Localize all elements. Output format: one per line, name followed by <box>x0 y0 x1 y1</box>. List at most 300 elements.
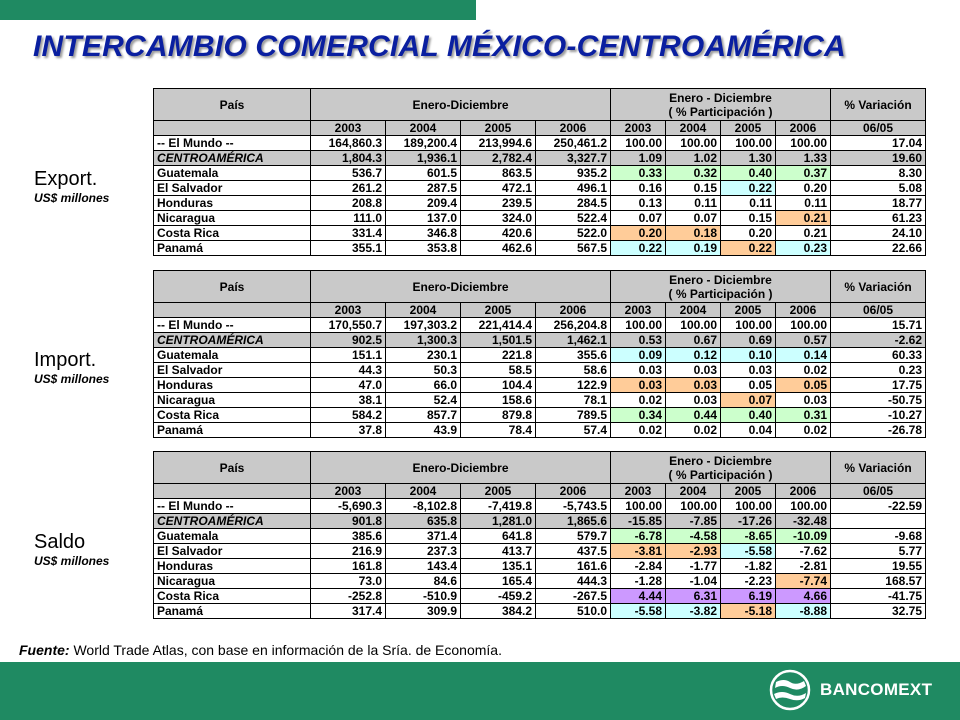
import-label-block <box>34 349 109 387</box>
table-row <box>154 514 926 529</box>
value-cell: 161.8 <box>311 559 386 574</box>
table-row <box>154 348 926 363</box>
header-pais: País <box>154 271 311 303</box>
value-cell: 209.4 <box>386 196 461 211</box>
table-row <box>154 559 926 574</box>
value-cell: 158.6 <box>461 393 536 408</box>
share-cell: 0.04 <box>721 423 776 438</box>
share-cell: 0.20 <box>776 181 831 196</box>
share-cell: 0.11 <box>721 196 776 211</box>
share-cell: 0.03 <box>611 363 666 378</box>
header-year: 2006 <box>536 121 611 136</box>
header-year: 2003 <box>611 121 666 136</box>
country-cell: Panamá <box>154 604 311 619</box>
value-cell: 37.8 <box>311 423 386 438</box>
variation-cell: -26.78 <box>831 423 926 438</box>
value-cell: 1,300.3 <box>386 333 461 348</box>
saldo-unit: US$ millones <box>34 554 110 568</box>
value-cell: 635.8 <box>386 514 461 529</box>
share-cell: 0.07 <box>611 211 666 226</box>
value-cell: 371.4 <box>386 529 461 544</box>
header-year: 2003 <box>311 303 386 318</box>
header-variation-period: 06/05 <box>831 121 926 136</box>
table-row <box>154 196 926 211</box>
table-row <box>154 136 926 151</box>
variation-cell: 5.08 <box>831 181 926 196</box>
country-cell: CENTROAMÉRICA <box>154 333 311 348</box>
share-cell: 0.03 <box>666 363 721 378</box>
value-cell: 1,865.6 <box>536 514 611 529</box>
value-cell: 2,782.4 <box>461 151 536 166</box>
country-cell: -- El Mundo -- <box>154 136 311 151</box>
header-year: 2003 <box>611 484 666 499</box>
variation-cell: 168.57 <box>831 574 926 589</box>
top-accent-bar <box>0 0 476 20</box>
variation-cell: 19.55 <box>831 559 926 574</box>
share-cell: 0.15 <box>721 211 776 226</box>
share-cell: 0.69 <box>721 333 776 348</box>
share-cell: 0.20 <box>611 226 666 241</box>
share-cell: -5.18 <box>721 604 776 619</box>
share-cell: -1.82 <box>721 559 776 574</box>
value-cell: 3,327.7 <box>536 151 611 166</box>
variation-cell: 17.04 <box>831 136 926 151</box>
table-row <box>154 393 926 408</box>
share-cell: 0.09 <box>611 348 666 363</box>
saldo-label-block <box>34 531 109 569</box>
value-cell: 496.1 <box>536 181 611 196</box>
value-cell: -5,690.3 <box>311 499 386 514</box>
share-cell: 0.33 <box>611 166 666 181</box>
value-cell: 346.8 <box>386 226 461 241</box>
header-participation-line2: ( % Participación ) <box>668 467 773 482</box>
variation-cell: -2.62 <box>831 333 926 348</box>
header-year: 2003 <box>611 303 666 318</box>
share-cell: -1.04 <box>666 574 721 589</box>
share-cell: 0.02 <box>611 423 666 438</box>
saldo-label: Saldo <box>34 531 86 553</box>
value-cell: 1,804.3 <box>311 151 386 166</box>
share-cell: 0.20 <box>721 226 776 241</box>
share-cell: 0.13 <box>611 196 666 211</box>
value-cell: 1,462.1 <box>536 333 611 348</box>
value-cell: 901.8 <box>311 514 386 529</box>
value-cell: 135.1 <box>461 559 536 574</box>
table-row <box>154 211 926 226</box>
value-cell: 221,414.4 <box>461 318 536 333</box>
value-cell: 462.6 <box>461 241 536 256</box>
share-cell: 4.44 <box>611 589 666 604</box>
share-cell: -3.81 <box>611 544 666 559</box>
table-row <box>154 226 926 241</box>
value-cell: 1,281.0 <box>461 514 536 529</box>
header-participation <box>611 271 831 303</box>
table-row <box>154 363 926 378</box>
table-row <box>154 408 926 423</box>
value-cell: 208.8 <box>311 196 386 211</box>
value-cell: 170,550.7 <box>311 318 386 333</box>
value-cell: 216.9 <box>311 544 386 559</box>
value-cell: -267.5 <box>536 589 611 604</box>
variation-cell: 24.10 <box>831 226 926 241</box>
value-cell: 197,303.2 <box>386 318 461 333</box>
table-row <box>154 378 926 393</box>
share-cell: -8.65 <box>721 529 776 544</box>
value-cell: 789.5 <box>536 408 611 423</box>
share-cell: 1.02 <box>666 151 721 166</box>
share-cell: 0.03 <box>721 363 776 378</box>
value-cell: -5,743.5 <box>536 499 611 514</box>
header-participation-line2: ( % Participación ) <box>668 286 773 301</box>
share-cell: 0.03 <box>611 378 666 393</box>
export-table <box>153 88 926 256</box>
value-cell: 137.0 <box>386 211 461 226</box>
share-cell: -10.09 <box>776 529 831 544</box>
variation-cell: 60.33 <box>831 348 926 363</box>
value-cell: 309.9 <box>386 604 461 619</box>
value-cell: 38.1 <box>311 393 386 408</box>
value-cell: 104.4 <box>461 378 536 393</box>
header-year: 2004 <box>386 121 461 136</box>
share-cell: -2.23 <box>721 574 776 589</box>
value-cell: 143.4 <box>386 559 461 574</box>
header-participation-line1: Enero - Diciembre <box>669 90 772 105</box>
share-cell: 100.00 <box>666 499 721 514</box>
share-cell: 0.40 <box>721 166 776 181</box>
share-cell: 100.00 <box>776 136 831 151</box>
header-year: 2005 <box>721 484 776 499</box>
share-cell: 0.02 <box>776 363 831 378</box>
variation-cell: 8.30 <box>831 166 926 181</box>
value-cell: 213,994.6 <box>461 136 536 151</box>
share-cell: 100.00 <box>611 136 666 151</box>
share-cell: -32.48 <box>776 514 831 529</box>
header-blank <box>154 303 311 318</box>
header-period: Enero-Diciembre <box>311 271 611 303</box>
table-row <box>154 499 926 514</box>
share-cell: 0.02 <box>666 423 721 438</box>
country-cell: Nicaragua <box>154 393 311 408</box>
table-row <box>154 529 926 544</box>
value-cell: 164,860.3 <box>311 136 386 151</box>
table-row <box>154 241 926 256</box>
header-year: 2003 <box>311 121 386 136</box>
export-label: Export. <box>34 168 98 190</box>
value-cell: 221.8 <box>461 348 536 363</box>
header-pais: País <box>154 89 311 121</box>
header-year: 2006 <box>776 303 831 318</box>
variation-cell: 17.75 <box>831 378 926 393</box>
header-participation-line1: Enero - Diciembre <box>669 272 772 287</box>
table-row <box>154 574 926 589</box>
share-cell: -17.26 <box>721 514 776 529</box>
header-variation: % Variación <box>831 452 926 484</box>
value-cell: 43.9 <box>386 423 461 438</box>
share-cell: 0.02 <box>611 393 666 408</box>
share-cell: 0.21 <box>776 226 831 241</box>
header-year: 2004 <box>666 121 721 136</box>
share-cell: 0.67 <box>666 333 721 348</box>
share-cell: 1.30 <box>721 151 776 166</box>
table-row <box>154 423 926 438</box>
country-cell: Guatemala <box>154 529 311 544</box>
value-cell: 57.4 <box>536 423 611 438</box>
footer-bar <box>0 662 960 720</box>
header-year: 2005 <box>461 303 536 318</box>
variation-cell: 32.75 <box>831 604 926 619</box>
share-cell: 0.03 <box>776 393 831 408</box>
value-cell: 863.5 <box>461 166 536 181</box>
value-cell: 601.5 <box>386 166 461 181</box>
value-cell: 641.8 <box>461 529 536 544</box>
import-unit: US$ millones <box>34 372 110 386</box>
share-cell: 0.44 <box>666 408 721 423</box>
country-cell: El Salvador <box>154 544 311 559</box>
variation-cell: -10.27 <box>831 408 926 423</box>
value-cell: 165.4 <box>461 574 536 589</box>
value-cell: -510.9 <box>386 589 461 604</box>
share-cell: -7.62 <box>776 544 831 559</box>
value-cell: 510.0 <box>536 604 611 619</box>
share-cell: 1.33 <box>776 151 831 166</box>
header-year: 2006 <box>536 484 611 499</box>
country-cell: -- El Mundo -- <box>154 318 311 333</box>
variation-cell: 19.60 <box>831 151 926 166</box>
bancomext-globe-icon <box>768 668 812 712</box>
share-cell: 0.31 <box>776 408 831 423</box>
value-cell: 355.6 <box>536 348 611 363</box>
header-year: 2006 <box>536 303 611 318</box>
value-cell: 331.4 <box>311 226 386 241</box>
value-cell: 239.5 <box>461 196 536 211</box>
country-cell: -- El Mundo -- <box>154 499 311 514</box>
country-cell: CENTROAMÉRICA <box>154 151 311 166</box>
header-year: 2005 <box>461 121 536 136</box>
share-cell: 0.14 <box>776 348 831 363</box>
value-cell: -252.8 <box>311 589 386 604</box>
value-cell: 437.5 <box>536 544 611 559</box>
country-cell: El Salvador <box>154 363 311 378</box>
page-title: INTERCAMBIO COMERCIAL MÉXICO-CENTROAMÉRICA <box>33 30 846 63</box>
value-cell: 58.5 <box>461 363 536 378</box>
country-cell: El Salvador <box>154 181 311 196</box>
variation-cell: -22.59 <box>831 499 926 514</box>
country-cell: Guatemala <box>154 348 311 363</box>
header-participation <box>611 452 831 484</box>
value-cell: 579.7 <box>536 529 611 544</box>
country-cell: Honduras <box>154 196 311 211</box>
variation-cell <box>831 514 926 529</box>
header-year: 2004 <box>666 303 721 318</box>
value-cell: 256,204.8 <box>536 318 611 333</box>
variation-cell: 22.66 <box>831 241 926 256</box>
share-cell: 0.34 <box>611 408 666 423</box>
share-cell: 100.00 <box>666 318 721 333</box>
value-cell: 111.0 <box>311 211 386 226</box>
value-cell: 879.8 <box>461 408 536 423</box>
value-cell: 413.7 <box>461 544 536 559</box>
share-cell: 100.00 <box>611 499 666 514</box>
share-cell: -3.82 <box>666 604 721 619</box>
share-cell: -15.85 <box>611 514 666 529</box>
share-cell: -6.78 <box>611 529 666 544</box>
value-cell: 472.1 <box>461 181 536 196</box>
share-cell: 0.07 <box>721 393 776 408</box>
header-year: 2006 <box>776 121 831 136</box>
header-period: Enero-Diciembre <box>311 452 611 484</box>
table-row <box>154 166 926 181</box>
share-cell: 100.00 <box>721 136 776 151</box>
value-cell: 324.0 <box>461 211 536 226</box>
value-cell: 385.6 <box>311 529 386 544</box>
table-row <box>154 181 926 196</box>
country-cell: Nicaragua <box>154 574 311 589</box>
header-variation: % Variación <box>831 271 926 303</box>
import-table <box>153 270 926 438</box>
header-blank <box>154 121 311 136</box>
share-cell: 0.03 <box>666 378 721 393</box>
value-cell: 230.1 <box>386 348 461 363</box>
share-cell: -7.85 <box>666 514 721 529</box>
share-cell: -1.28 <box>611 574 666 589</box>
country-cell: Guatemala <box>154 166 311 181</box>
value-cell: 444.3 <box>536 574 611 589</box>
share-cell: 100.00 <box>611 318 666 333</box>
header-year: 2004 <box>666 484 721 499</box>
variation-cell: 0.23 <box>831 363 926 378</box>
table-row <box>154 604 926 619</box>
value-cell: 50.3 <box>386 363 461 378</box>
value-cell: 353.8 <box>386 241 461 256</box>
value-cell: 1,501.5 <box>461 333 536 348</box>
value-cell: 284.5 <box>536 196 611 211</box>
variation-cell: 61.23 <box>831 211 926 226</box>
share-cell: 0.07 <box>666 211 721 226</box>
table-row <box>154 589 926 604</box>
header-variation-period: 06/05 <box>831 484 926 499</box>
value-cell: 935.2 <box>536 166 611 181</box>
share-cell: 100.00 <box>721 318 776 333</box>
share-cell: 6.31 <box>666 589 721 604</box>
value-cell: 52.4 <box>386 393 461 408</box>
share-cell: -1.77 <box>666 559 721 574</box>
share-cell: 0.23 <box>776 241 831 256</box>
share-cell: 0.02 <box>776 423 831 438</box>
value-cell: 122.9 <box>536 378 611 393</box>
value-cell: 317.4 <box>311 604 386 619</box>
value-cell: 384.2 <box>461 604 536 619</box>
share-cell: 0.32 <box>666 166 721 181</box>
share-cell: 0.03 <box>666 393 721 408</box>
value-cell: 47.0 <box>311 378 386 393</box>
value-cell: 73.0 <box>311 574 386 589</box>
header-year: 2004 <box>386 303 461 318</box>
value-cell: 522.4 <box>536 211 611 226</box>
country-cell: Honduras <box>154 559 311 574</box>
share-cell: 0.22 <box>611 241 666 256</box>
header-variation: % Variación <box>831 89 926 121</box>
value-cell: 261.2 <box>311 181 386 196</box>
value-cell: 287.5 <box>386 181 461 196</box>
header-participation-line2: ( % Participación ) <box>668 104 773 119</box>
header-variation-period: 06/05 <box>831 303 926 318</box>
header-year: 2005 <box>721 121 776 136</box>
country-cell: Panamá <box>154 423 311 438</box>
share-cell: 0.05 <box>776 378 831 393</box>
country-cell: CENTROAMÉRICA <box>154 514 311 529</box>
table-row <box>154 151 926 166</box>
table-row <box>154 318 926 333</box>
value-cell: 44.3 <box>311 363 386 378</box>
value-cell: 78.1 <box>536 393 611 408</box>
header-pais: País <box>154 452 311 484</box>
share-cell: -8.88 <box>776 604 831 619</box>
value-cell: -7,419.8 <box>461 499 536 514</box>
value-cell: 58.6 <box>536 363 611 378</box>
share-cell: 1.09 <box>611 151 666 166</box>
value-cell: 567.5 <box>536 241 611 256</box>
header-participation <box>611 89 831 121</box>
source-note <box>19 642 502 658</box>
brand-logo-text: BANCOMEXT <box>820 680 933 699</box>
value-cell: 189,200.4 <box>386 136 461 151</box>
share-cell: -2.81 <box>776 559 831 574</box>
variation-cell: -50.75 <box>831 393 926 408</box>
share-cell: 100.00 <box>776 318 831 333</box>
value-cell: 902.5 <box>311 333 386 348</box>
value-cell: 66.0 <box>386 378 461 393</box>
share-cell: 100.00 <box>721 499 776 514</box>
header-year: 2005 <box>461 484 536 499</box>
country-cell: Honduras <box>154 378 311 393</box>
share-cell: -5.58 <box>611 604 666 619</box>
country-cell: Costa Rica <box>154 226 311 241</box>
value-cell: 237.3 <box>386 544 461 559</box>
export-unit: US$ millones <box>34 191 110 205</box>
share-cell: 0.21 <box>776 211 831 226</box>
share-cell: 0.57 <box>776 333 831 348</box>
share-cell: 6.19 <box>721 589 776 604</box>
share-cell: 4.66 <box>776 589 831 604</box>
value-cell: 857.7 <box>386 408 461 423</box>
value-cell: 355.1 <box>311 241 386 256</box>
country-cell: Nicaragua <box>154 211 311 226</box>
variation-cell: -41.75 <box>831 589 926 604</box>
variation-cell: 18.77 <box>831 196 926 211</box>
value-cell: 78.4 <box>461 423 536 438</box>
share-cell: 0.15 <box>666 181 721 196</box>
value-cell: 151.1 <box>311 348 386 363</box>
variation-cell: 5.77 <box>831 544 926 559</box>
value-cell: 420.6 <box>461 226 536 241</box>
share-cell: 100.00 <box>666 136 721 151</box>
share-cell: -2.93 <box>666 544 721 559</box>
share-cell: 0.05 <box>721 378 776 393</box>
table-row <box>154 333 926 348</box>
share-cell: 0.53 <box>611 333 666 348</box>
share-cell: 0.11 <box>776 196 831 211</box>
share-cell: 100.00 <box>776 499 831 514</box>
header-year: 2005 <box>721 303 776 318</box>
share-cell: 0.22 <box>721 241 776 256</box>
share-cell: 0.22 <box>721 181 776 196</box>
share-cell: 0.40 <box>721 408 776 423</box>
share-cell: -4.58 <box>666 529 721 544</box>
source-label: Fuente: <box>19 642 70 658</box>
share-cell: 0.19 <box>666 241 721 256</box>
share-cell: 0.12 <box>666 348 721 363</box>
header-year: 2003 <box>311 484 386 499</box>
